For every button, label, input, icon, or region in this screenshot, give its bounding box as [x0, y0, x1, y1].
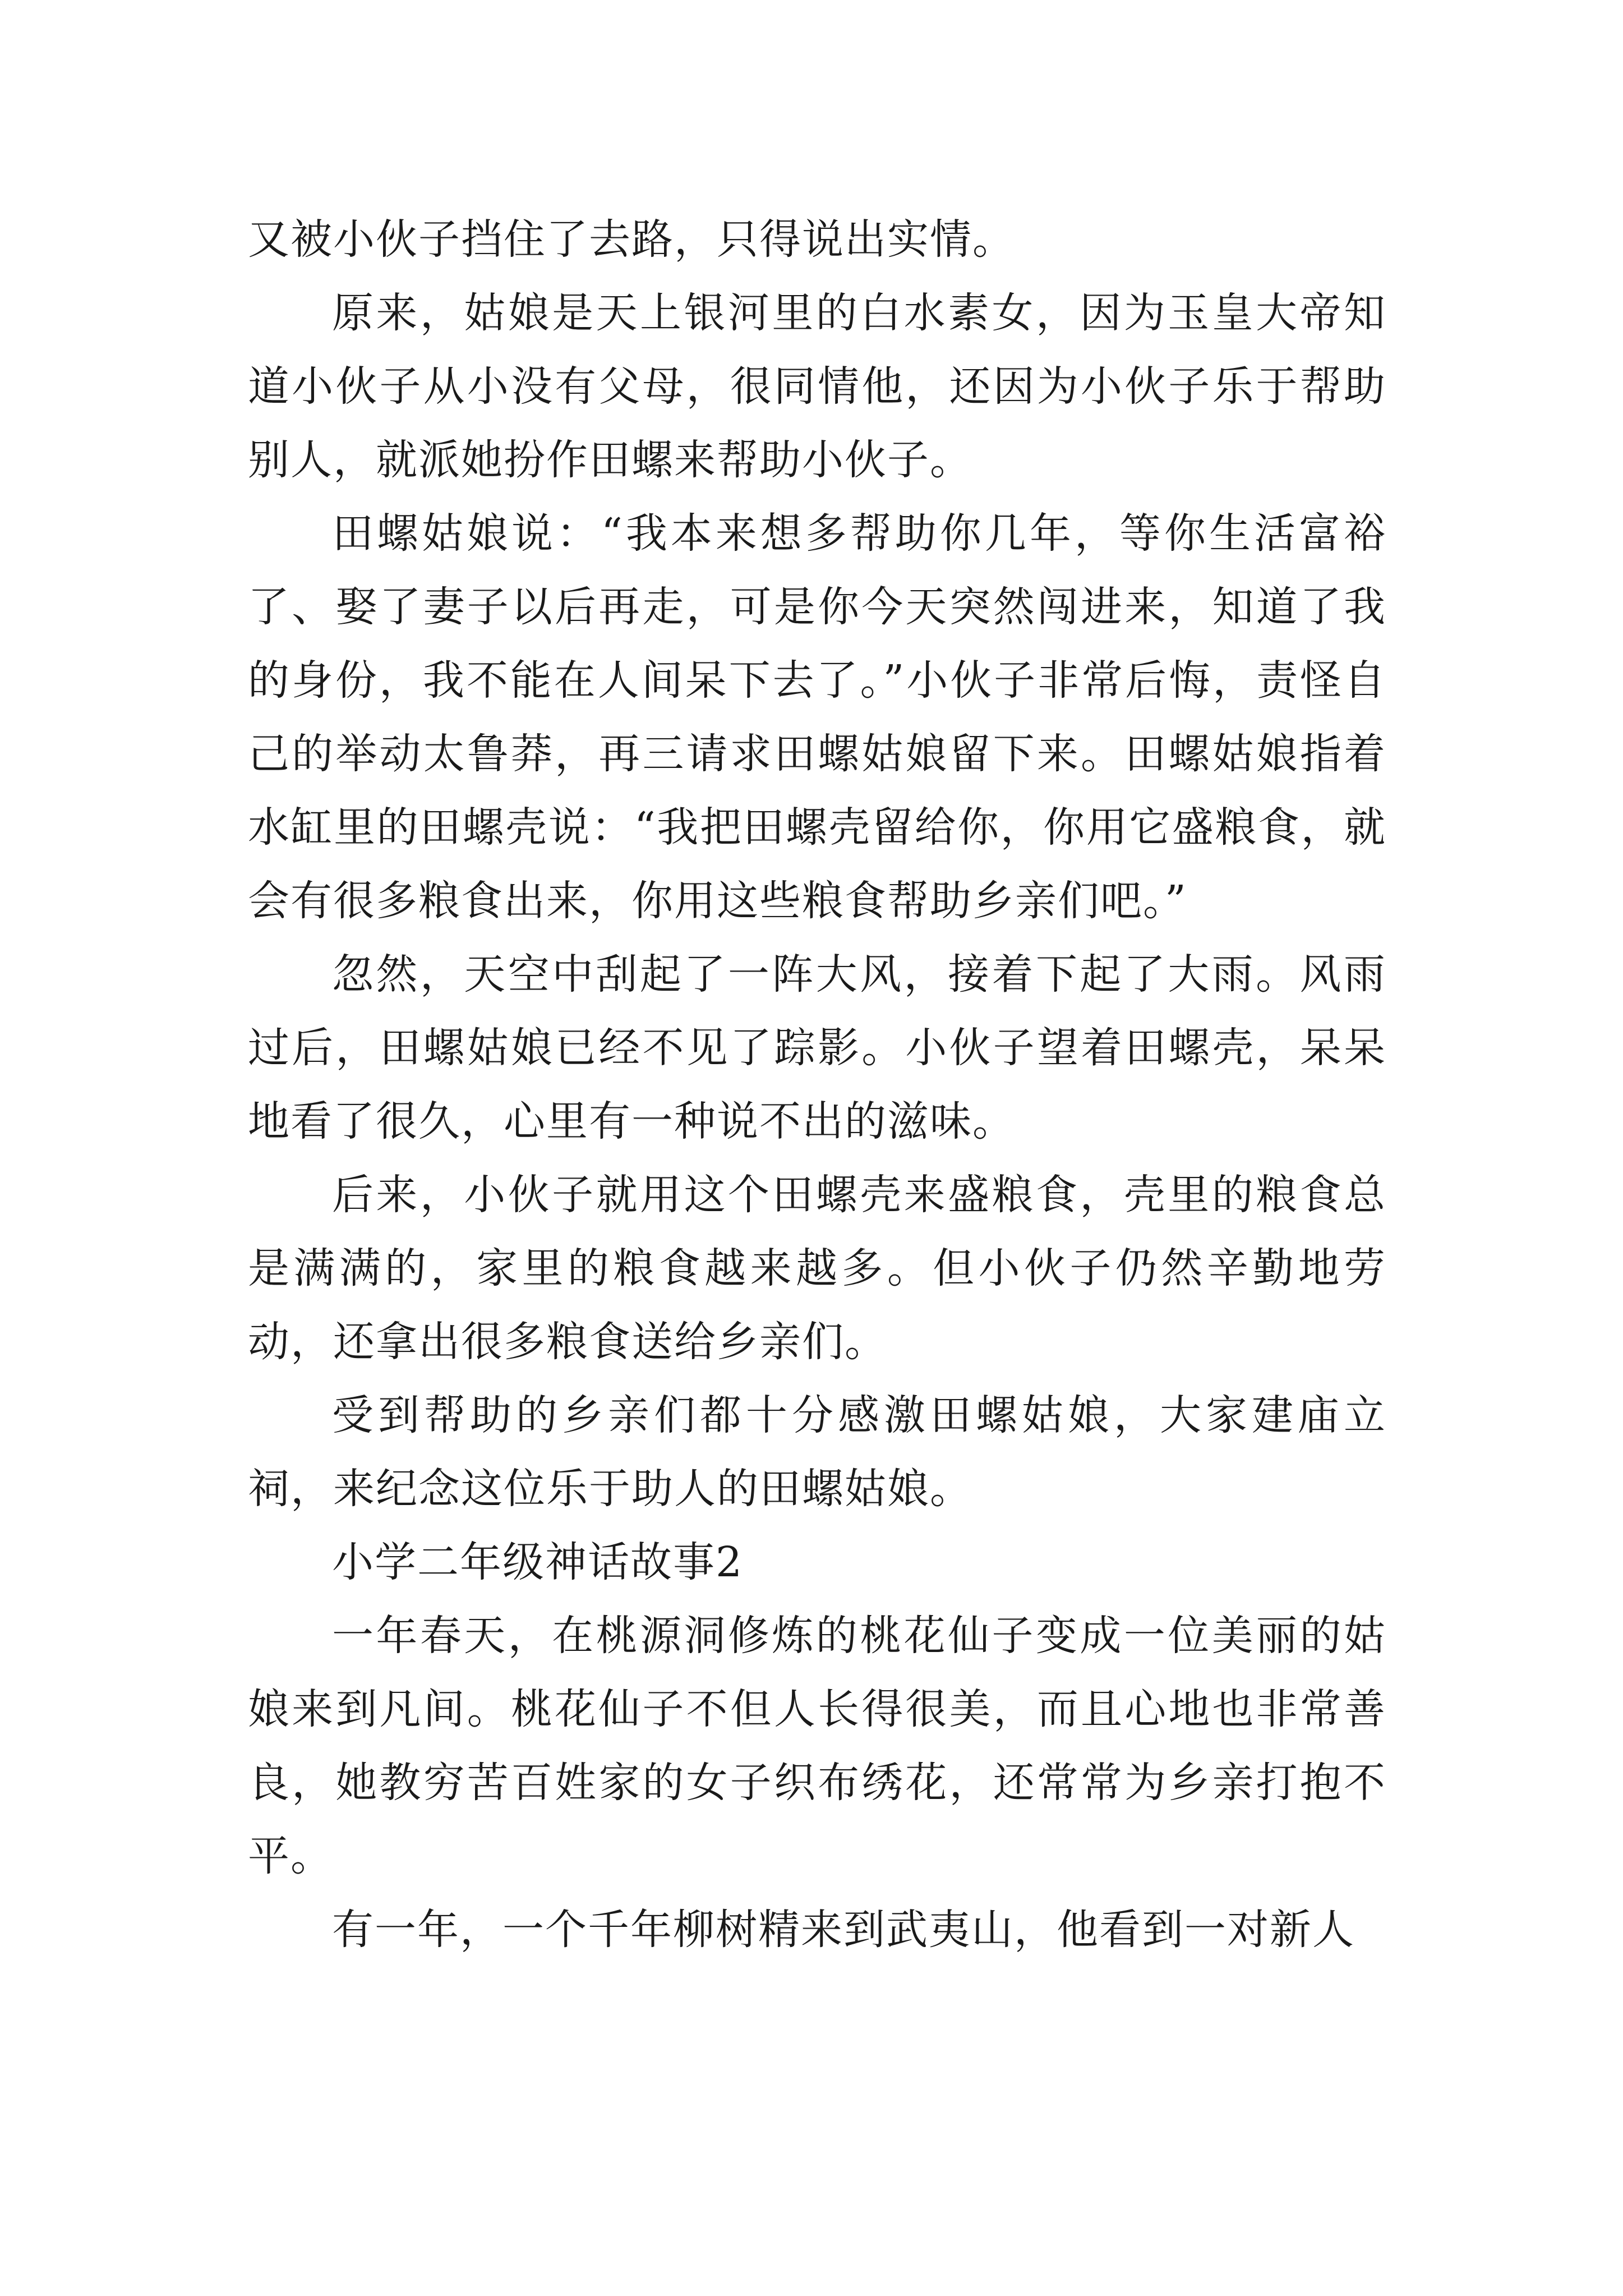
document-body [248, 203, 1386, 1967]
paragraph-grain-shell: 后来，小伙子就用这个田螺壳来盛粮食，壳里的粮食总是满满的，家里的粮食越来越多。但小伙子仍然辛勤地劳动，还拿出很多粮食送给乡亲们。 [248, 1171, 1386, 1366]
story-heading: 小学二年级神话故事2 [332, 1538, 744, 1586]
paragraph-willow-spirit: 有一年，一个千年柳树精来到武夷山，他看到一对新人 [332, 1906, 1355, 1954]
paragraph-peach-fairy: 一年春天，在桃源洞修炼的桃花仙子变成一位美丽的姑娘来到凡间。桃花仙子不但人长得很美，而且心地也非常善良，她教穷苦百姓家的女子织布绣花，还常常为乡亲打抱不平。 [248, 1612, 1386, 1880]
paragraph-temple: 受到帮助的乡亲们都十分感激田螺姑娘，大家建庙立祠，来纪念这位乐于助人的田螺姑娘。 [248, 1391, 1386, 1513]
paragraph-farewell-speech: 田螺姑娘说：“我本来想多帮助你几年，等你生活富裕了、娶了妻子以后再走，可是你今天突然闯进来，知道了我的身份，我不能在人间呆下去了。”小伙子非常后悔，责怪自己的举动太鲁莽，再三请求田螺姑娘留下来。田螺姑娘指着水缸里的田螺壳说：“我把田螺壳留给你，你用它盛粮食，就会有很多粮食出来，你用这些粮食帮助乡亲们吧。” [248, 509, 1386, 925]
paragraph-storm: 忽然，天空中刮起了一阵大风，接着下起了大雨。风雨过后，田螺姑娘已经不见了踪影。小伙子望着田螺壳，呆呆地看了很久，心里有一种说不出的滋味。 [248, 950, 1386, 1145]
paragraph-continuation: 又被小伙子挡住了去路，只得说出实情。 [248, 215, 1015, 264]
paragraph-origin: 原来，姑娘是天上银河里的白水素女，因为玉皇大帝知道小伙子从小没有父母，很同情他，还因为小伙子乐于帮助别人，就派她扮作田螺来帮助小伙子。 [248, 289, 1386, 484]
